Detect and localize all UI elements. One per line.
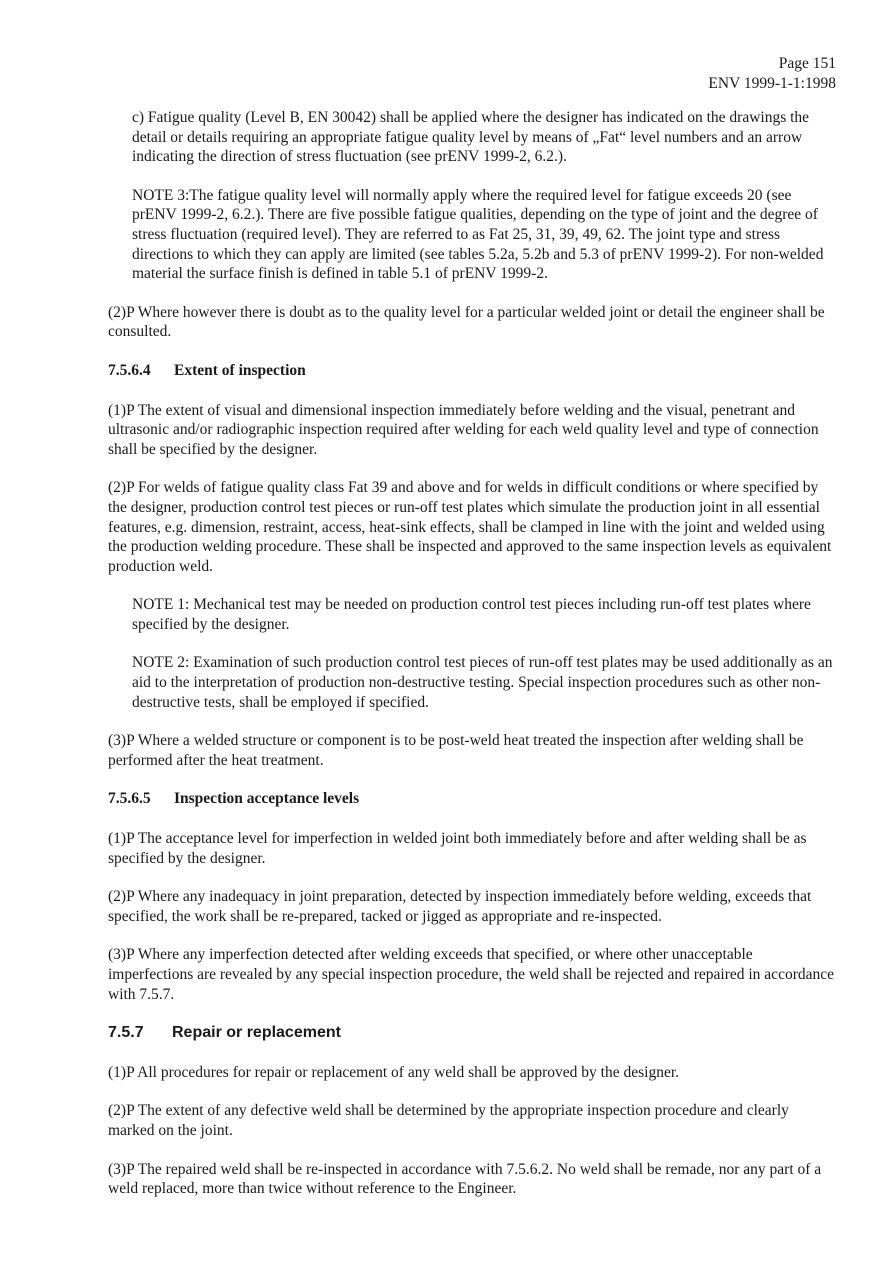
page-content <box>108 108 836 1218</box>
section-heading-757 <box>108 1023 836 1043</box>
note-1: NOTE 1: Mechanical test may be needed on production control test pieces including run-off test plates where specified by the designer. <box>132 596 811 633</box>
section-number: 7.5.6.5 <box>108 790 151 808</box>
paragraph-757-2: (2)P The extent of any defective weld shall be determined by the appropriate inspection procedure and clearly marked on the joint. <box>108 1102 789 1139</box>
paragraph-7564-1: (1)P The extent of visual and dimensional inspection immediately before welding and the visual, penetrant and ultrasonic and/or radiographic inspection required after welding for each weld quality level and type of connection shall be specified by the designer. <box>108 401 819 458</box>
section-heading-7564 <box>108 361 836 381</box>
paragraph-757-1: (1)P All procedures for repair or replacement of any weld shall be approved by the designer. <box>108 1063 680 1081</box>
section-title: Inspection acceptance levels <box>174 790 360 808</box>
note-2: NOTE 2: Examination of such production control test pieces of run-off test plates may be used additionally as an aid to the interpretation of production non-destructive testing. Special inspection procedures such as other non-destructive tests, shall be employed if specified. <box>132 654 833 711</box>
page-number: Page 151 <box>778 55 836 72</box>
note-3: NOTE 3:The fatigue quality level will normally apply where the required level for fatigue exceeds 20 (see prENV 1999-2, 6.2.). There are five possible fatigue qualities, depending on the type of joint and the degree of stress fluctuation (required level). They are referred to as Fat 25, 31, 39, 49, 62. The joint type and stress directions to which they can apply are limited (see tables 5.2a, 5.2b and 5.3 of prENV 1999-2). For non-welded material the surface finish is defined in table 5.1 of prENV 1999-2. <box>132 186 824 283</box>
paragraph-fatigue-quality: c) Fatigue quality (Level B, EN 30042) shall be applied where the designer has indicated on the drawings the detail or details requiring an appropriate fatigue quality level by means of „Fat“ level numbers and an arrow indicating the direction of stress fluctuation (see prENV 1999-2, 6.2.). <box>132 109 810 166</box>
section-title: Repair or replacement <box>172 1024 341 1042</box>
section-heading-7565 <box>108 789 836 809</box>
paragraph-7564-3: (3)P Where a welded structure or component is to be post-weld heat treated the inspection after welding shall be performed after the heat treatment. <box>108 732 804 769</box>
paragraph-757-3: (3)P The repaired weld shall be re-inspected in accordance with 7.5.6.2. No weld shall be remade, nor any part of a weld replaced, more than twice without reference to the Engineer. <box>108 1160 822 1198</box>
paragraph-7565-1: (1)P The acceptance level for imperfection in welded joint both immediately before and after welding shall be as specified by the designer. <box>108 830 807 867</box>
section-number: 7.5.7 <box>108 1024 144 1042</box>
section-number: 7.5.6.4 <box>108 361 151 379</box>
paragraph-7565-3: (3)P Where any imperfection detected after welding exceeds that specified, or where other unacceptable imperfections are revealed by any special inspection procedure, the weld shall be rejected and repaired in accordance with 7.5.7. <box>108 946 834 1003</box>
paragraph-quality-doubt: (2)P Where however there is doubt as to the quality level for a particular welded joint or detail the engineer shall be consulted. <box>108 303 825 341</box>
section-title: Extent of inspection <box>174 361 306 379</box>
page-header <box>708 54 836 94</box>
paragraph-7564-2: (2)P For welds of fatigue quality class Fat 39 and above and for welds in difficult conditions or where specified by the designer, production control test pieces or run-off test plates which simulate the production joint in all essential features, e.g. dimension, restraint, access, heat-sink effects, shall be clamped in line with the joint and welded using the production welding procedure. These shall be inspected and approved to the same inspection levels as equivalent production weld. <box>108 479 832 575</box>
standard-reference: ENV 1999-1-1:1998 <box>708 75 836 92</box>
paragraph-7565-2: (2)P Where any inadequacy in joint preparation, detected by inspection immediately before welding, exceeds that specified, the work shall be re-prepared, tacked or jigged as appropriate and re-inspected. <box>108 888 812 925</box>
